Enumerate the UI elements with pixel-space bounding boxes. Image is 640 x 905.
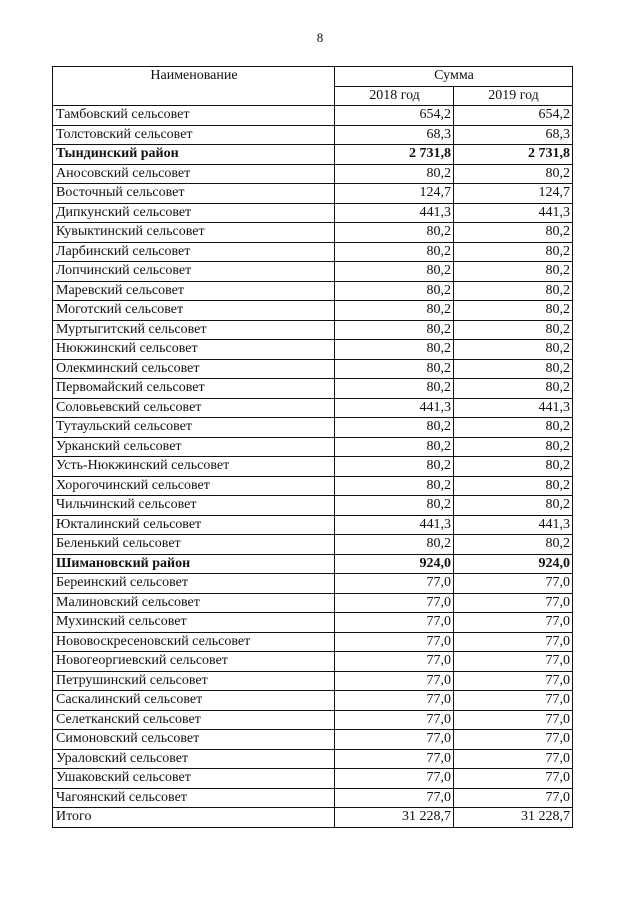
row-value-2018: 441,3 [335, 203, 454, 223]
row-value-2018: 77,0 [335, 730, 454, 750]
table-row [53, 262, 573, 282]
row-value-2019: 77,0 [454, 632, 573, 652]
row-value-2019: 80,2 [454, 281, 573, 301]
row-name-cell: Нововоскресеновский сельсовет [53, 632, 335, 652]
row-value-2019: 441,3 [454, 398, 573, 418]
row-value-2018: 80,2 [335, 262, 454, 282]
row-name-cell: Ураловский сельсовет [53, 749, 335, 769]
row-value-2019: 77,0 [454, 788, 573, 808]
row-value-2018: 80,2 [335, 535, 454, 555]
row-name-cell: Чильчинский сельсовет [53, 496, 335, 516]
row-name-cell: Соловьевский сельсовет [53, 398, 335, 418]
row-name-cell: Маревский сельсовет [53, 281, 335, 301]
table-row [53, 418, 573, 438]
row-value-2019: 80,2 [454, 496, 573, 516]
row-value-2018: 80,2 [335, 496, 454, 516]
header-sum: Сумма [335, 67, 573, 87]
table-row [53, 359, 573, 379]
table-row [53, 788, 573, 808]
row-name-cell: Мухинский сельсовет [53, 613, 335, 633]
row-value-2018: 77,0 [335, 593, 454, 613]
row-name-cell: Первомайский сельсовет [53, 379, 335, 399]
row-name-cell: Новогеоргиевский сельсовет [53, 652, 335, 672]
table-row [53, 145, 573, 165]
row-value-2018: 80,2 [335, 242, 454, 262]
row-name-cell: Беленький сельсовет [53, 535, 335, 555]
row-value-2018: 80,2 [335, 359, 454, 379]
row-value-2018: 441,3 [335, 398, 454, 418]
table-row [53, 320, 573, 340]
table-row [53, 730, 573, 750]
row-value-2019: 80,2 [454, 379, 573, 399]
row-value-2018: 77,0 [335, 652, 454, 672]
table-row [53, 457, 573, 477]
row-value-2018: 77,0 [335, 769, 454, 789]
table-row [53, 164, 573, 184]
row-name-cell: Восточный сельсовет [53, 184, 335, 204]
row-name-cell: Муртыгитский сельсовет [53, 320, 335, 340]
row-name-cell: Усть-Нюкжинский сельсовет [53, 457, 335, 477]
budget-table [52, 66, 573, 828]
table-row [53, 340, 573, 360]
row-name-cell: Чагоянский сельсовет [53, 788, 335, 808]
row-name-cell: Олекминский сельсовет [53, 359, 335, 379]
row-value-2019: 80,2 [454, 320, 573, 340]
row-value-2018: 80,2 [335, 223, 454, 243]
table-row [53, 476, 573, 496]
table-row [53, 593, 573, 613]
header-row-top [53, 67, 573, 87]
header-year-2019: 2019 год [454, 86, 573, 106]
header-year-2018: 2018 год [335, 86, 454, 106]
row-value-2018: 124,7 [335, 184, 454, 204]
row-value-2019: 77,0 [454, 710, 573, 730]
row-value-2018: 77,0 [335, 788, 454, 808]
row-value-2018: 77,0 [335, 691, 454, 711]
row-name-cell: Тамбовский сельсовет [53, 106, 335, 126]
table-row [53, 632, 573, 652]
table-row [53, 671, 573, 691]
row-value-2018: 77,0 [335, 574, 454, 594]
table-row [53, 535, 573, 555]
header-name: Наименование [53, 67, 335, 106]
row-value-2018: 80,2 [335, 437, 454, 457]
row-value-2018: 80,2 [335, 320, 454, 340]
row-value-2019: 654,2 [454, 106, 573, 126]
row-name-cell: Урканский сельсовет [53, 437, 335, 457]
row-value-2019: 80,2 [454, 457, 573, 477]
table-row [53, 554, 573, 574]
table-row [53, 749, 573, 769]
row-value-2019: 80,2 [454, 164, 573, 184]
row-name-cell: Селетканский сельсовет [53, 710, 335, 730]
row-value-2019: 80,2 [454, 359, 573, 379]
row-value-2019: 77,0 [454, 593, 573, 613]
row-value-2018: 441,3 [335, 515, 454, 535]
row-value-2018: 80,2 [335, 457, 454, 477]
row-name-cell: Итого [53, 808, 335, 828]
row-value-2019: 80,2 [454, 340, 573, 360]
row-value-2019: 80,2 [454, 262, 573, 282]
row-name-cell: Малиновский сельсовет [53, 593, 335, 613]
table-row [53, 496, 573, 516]
table-row [53, 808, 573, 828]
row-value-2018: 77,0 [335, 671, 454, 691]
row-value-2019: 80,2 [454, 437, 573, 457]
row-value-2019: 80,2 [454, 242, 573, 262]
row-value-2019: 77,0 [454, 671, 573, 691]
row-value-2019: 77,0 [454, 652, 573, 672]
row-value-2019: 80,2 [454, 223, 573, 243]
table-row [53, 379, 573, 399]
table-row [53, 223, 573, 243]
row-name-cell: Шимановский район [53, 554, 335, 574]
row-value-2019: 68,3 [454, 125, 573, 145]
row-name-cell: Юкталинский сельсовет [53, 515, 335, 535]
table-row [53, 242, 573, 262]
row-value-2019: 2 731,8 [454, 145, 573, 165]
row-value-2018: 80,2 [335, 476, 454, 496]
row-value-2018: 654,2 [335, 106, 454, 126]
row-name-cell: Моготский сельсовет [53, 301, 335, 321]
row-name-cell: Толстовский сельсовет [53, 125, 335, 145]
row-name-cell: Ушаковский сельсовет [53, 769, 335, 789]
row-name-cell: Нюкжинский сельсовет [53, 340, 335, 360]
table-row [53, 437, 573, 457]
row-value-2018: 80,2 [335, 281, 454, 301]
row-name-cell: Аносовский сельсовет [53, 164, 335, 184]
row-value-2018: 31 228,7 [335, 808, 454, 828]
table-row [53, 652, 573, 672]
table-row [53, 184, 573, 204]
row-value-2018: 77,0 [335, 613, 454, 633]
row-value-2019: 80,2 [454, 418, 573, 438]
row-name-cell: Симоновский сельсовет [53, 730, 335, 750]
row-value-2019: 77,0 [454, 749, 573, 769]
row-value-2018: 80,2 [335, 164, 454, 184]
row-value-2018: 924,0 [335, 554, 454, 574]
row-value-2019: 80,2 [454, 476, 573, 496]
table-row [53, 515, 573, 535]
row-value-2019: 77,0 [454, 730, 573, 750]
row-value-2018: 77,0 [335, 749, 454, 769]
row-value-2018: 80,2 [335, 340, 454, 360]
page-number: 8 [316, 30, 324, 45]
row-name-cell: Тутаульский сельсовет [53, 418, 335, 438]
row-name-cell: Петрушинский сельсовет [53, 671, 335, 691]
row-value-2019: 77,0 [454, 769, 573, 789]
row-value-2018: 80,2 [335, 301, 454, 321]
table-row [53, 125, 573, 145]
table-row [53, 613, 573, 633]
table-row [53, 398, 573, 418]
table-row [53, 710, 573, 730]
row-value-2019: 80,2 [454, 535, 573, 555]
row-name-cell: Тындинский район [53, 145, 335, 165]
row-value-2019: 441,3 [454, 515, 573, 535]
table-row [53, 691, 573, 711]
row-value-2019: 77,0 [454, 691, 573, 711]
row-value-2018: 2 731,8 [335, 145, 454, 165]
table-row [53, 301, 573, 321]
table-row [53, 769, 573, 789]
row-name-cell: Хорогочинский сельсовет [53, 476, 335, 496]
table-body [53, 106, 573, 828]
row-name-cell: Дипкунский сельсовет [53, 203, 335, 223]
table-row [53, 574, 573, 594]
table-row [53, 106, 573, 126]
row-value-2019: 77,0 [454, 613, 573, 633]
row-value-2019: 80,2 [454, 301, 573, 321]
row-value-2018: 77,0 [335, 632, 454, 652]
row-value-2018: 80,2 [335, 418, 454, 438]
row-value-2018: 80,2 [335, 379, 454, 399]
row-value-2018: 77,0 [335, 710, 454, 730]
table-row [53, 281, 573, 301]
row-value-2018: 68,3 [335, 125, 454, 145]
row-value-2019: 441,3 [454, 203, 573, 223]
row-value-2019: 77,0 [454, 574, 573, 594]
table-row [53, 203, 573, 223]
row-value-2019: 31 228,7 [454, 808, 573, 828]
row-name-cell: Саскалинский сельсовет [53, 691, 335, 711]
row-value-2019: 924,0 [454, 554, 573, 574]
row-name-cell: Ларбинский сельсовет [53, 242, 335, 262]
row-name-cell: Кувыктинский сельсовет [53, 223, 335, 243]
row-name-cell: Береинский сельсовет [53, 574, 335, 594]
row-value-2019: 124,7 [454, 184, 573, 204]
row-name-cell: Лопчинский сельсовет [53, 262, 335, 282]
